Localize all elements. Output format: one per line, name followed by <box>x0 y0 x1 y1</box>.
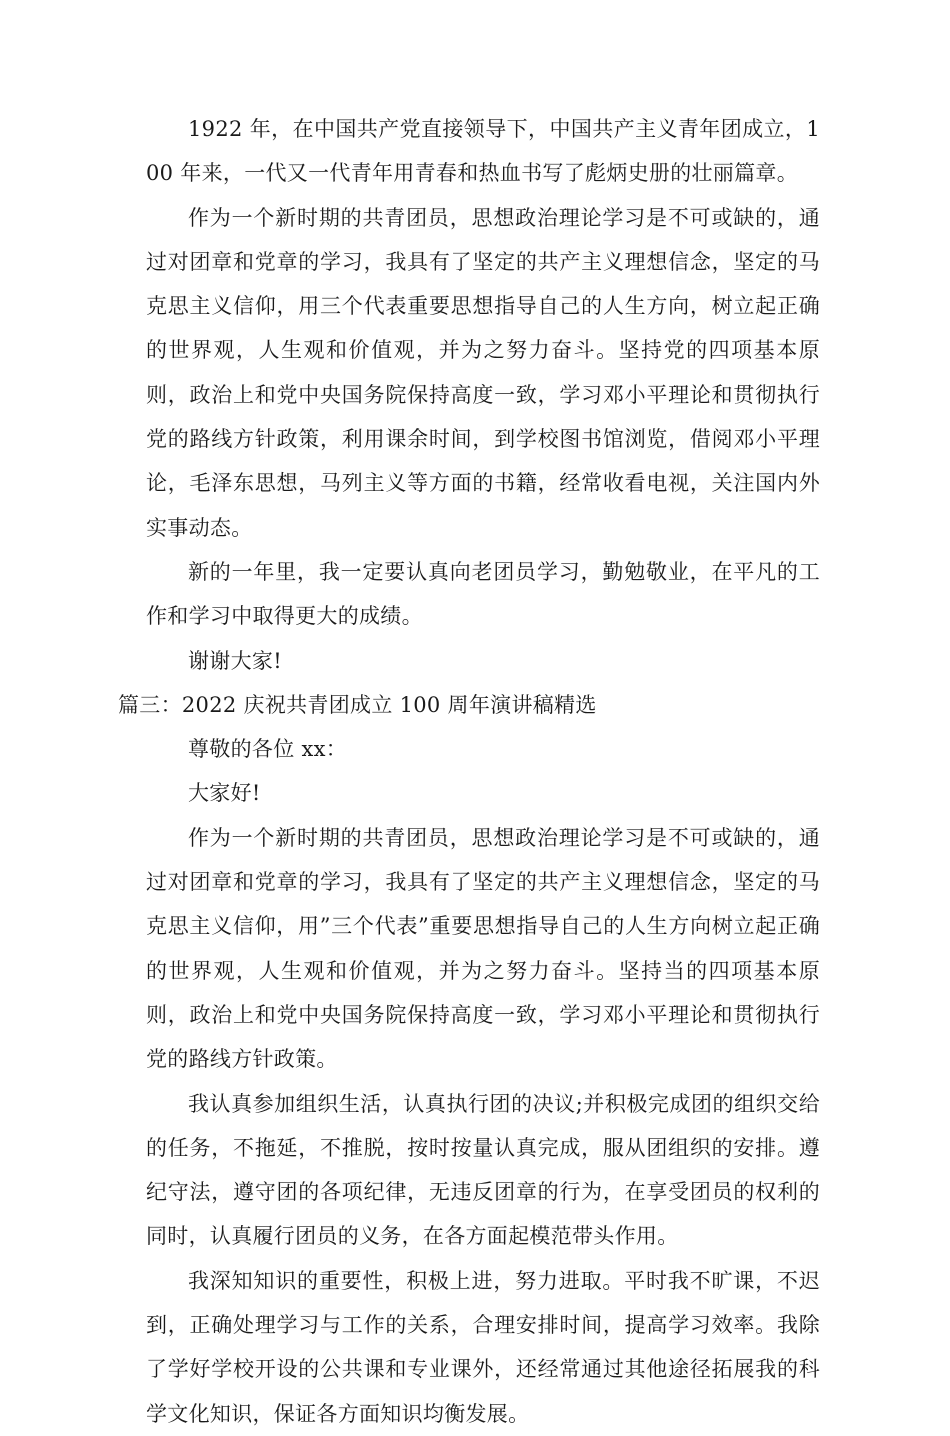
paragraph-greeting: 大家好! <box>188 781 261 806</box>
document-page <box>118 107 820 1436</box>
section-heading: 篇三：2022 庆祝共青团成立 100 周年演讲稿精选 <box>118 692 597 717</box>
paragraph-thanks: 谢谢大家! <box>188 648 282 673</box>
paragraph-study: 作为一个新时期的共青团员，思想政治理论学习是不可或缺的，通过对团章和党章的学习，我具有了坚定的共产主义理想信念，坚定的马克思主义信仰，用三个代表重要思想指导自己的人生方向，树立起正确的世界观，人生观和价值观，并为之努力奋斗。坚持党的四项基本原则，政治上和党中央国务院保持高度一致，学习邓小平理论和贯彻执行党的路线方针政策，利用课余时间，到学校图书馆浏览，借阅邓小平理论，毛泽东思想，马列主义等方面的书籍，经常收看电视，关注国内外实事动态。 <box>146 205 820 540</box>
paragraph-new-year: 新的一年里，我一定要认真向老团员学习，勤勉敬业，在平凡的工作和学习中取得更大的成绩。 <box>146 559 820 629</box>
paragraph-history: 1922 年，在中国共产党直接领导下，中国共产主义青年团成立，100 年来，一代又一代青年用青春和热血书写了彪炳史册的壮丽篇章。 <box>146 117 820 186</box>
paragraph-organization: 我认真参加组织生活，认真执行团的决议;并积极完成团的组织交给的任务，不拖延，不推脱，按时按量认真完成，服从团组织的安排。遵纪守法，遵守团的各项纪律，无违反团章的行为，在享受团员的权利的同时，认真履行团员的义务，在各方面起模范带头作用。 <box>146 1091 820 1249</box>
paragraph-salutation: 尊敬的各位 xx： <box>188 737 348 762</box>
paragraph-knowledge: 我深知知识的重要性，积极上进，努力进取。平时我不旷课，不迟到，正确处理学习与工作的关系，合理安排时间，提高学习效率。我除了学好学校开设的公共课和专业课外，还经常通过其他途径拓展我的科学文化知识，保证各方面知识均衡发展。 <box>146 1268 820 1426</box>
paragraph-study-2: 作为一个新时期的共青团员，思想政治理论学习是不可或缺的，通过对团章和党章的学习，我具有了坚定的共产主义理想信念，坚定的马克思主义信仰，用”三个代表”重要思想指导自己的人生方向树立起正确的世界观，人生观和价值观，并为之努力奋斗。坚持当的四项基本原则，政治上和党中央国务院保持高度一致，学习邓小平理论和贯彻执行党的路线方针政策。 <box>146 825 820 1072</box>
